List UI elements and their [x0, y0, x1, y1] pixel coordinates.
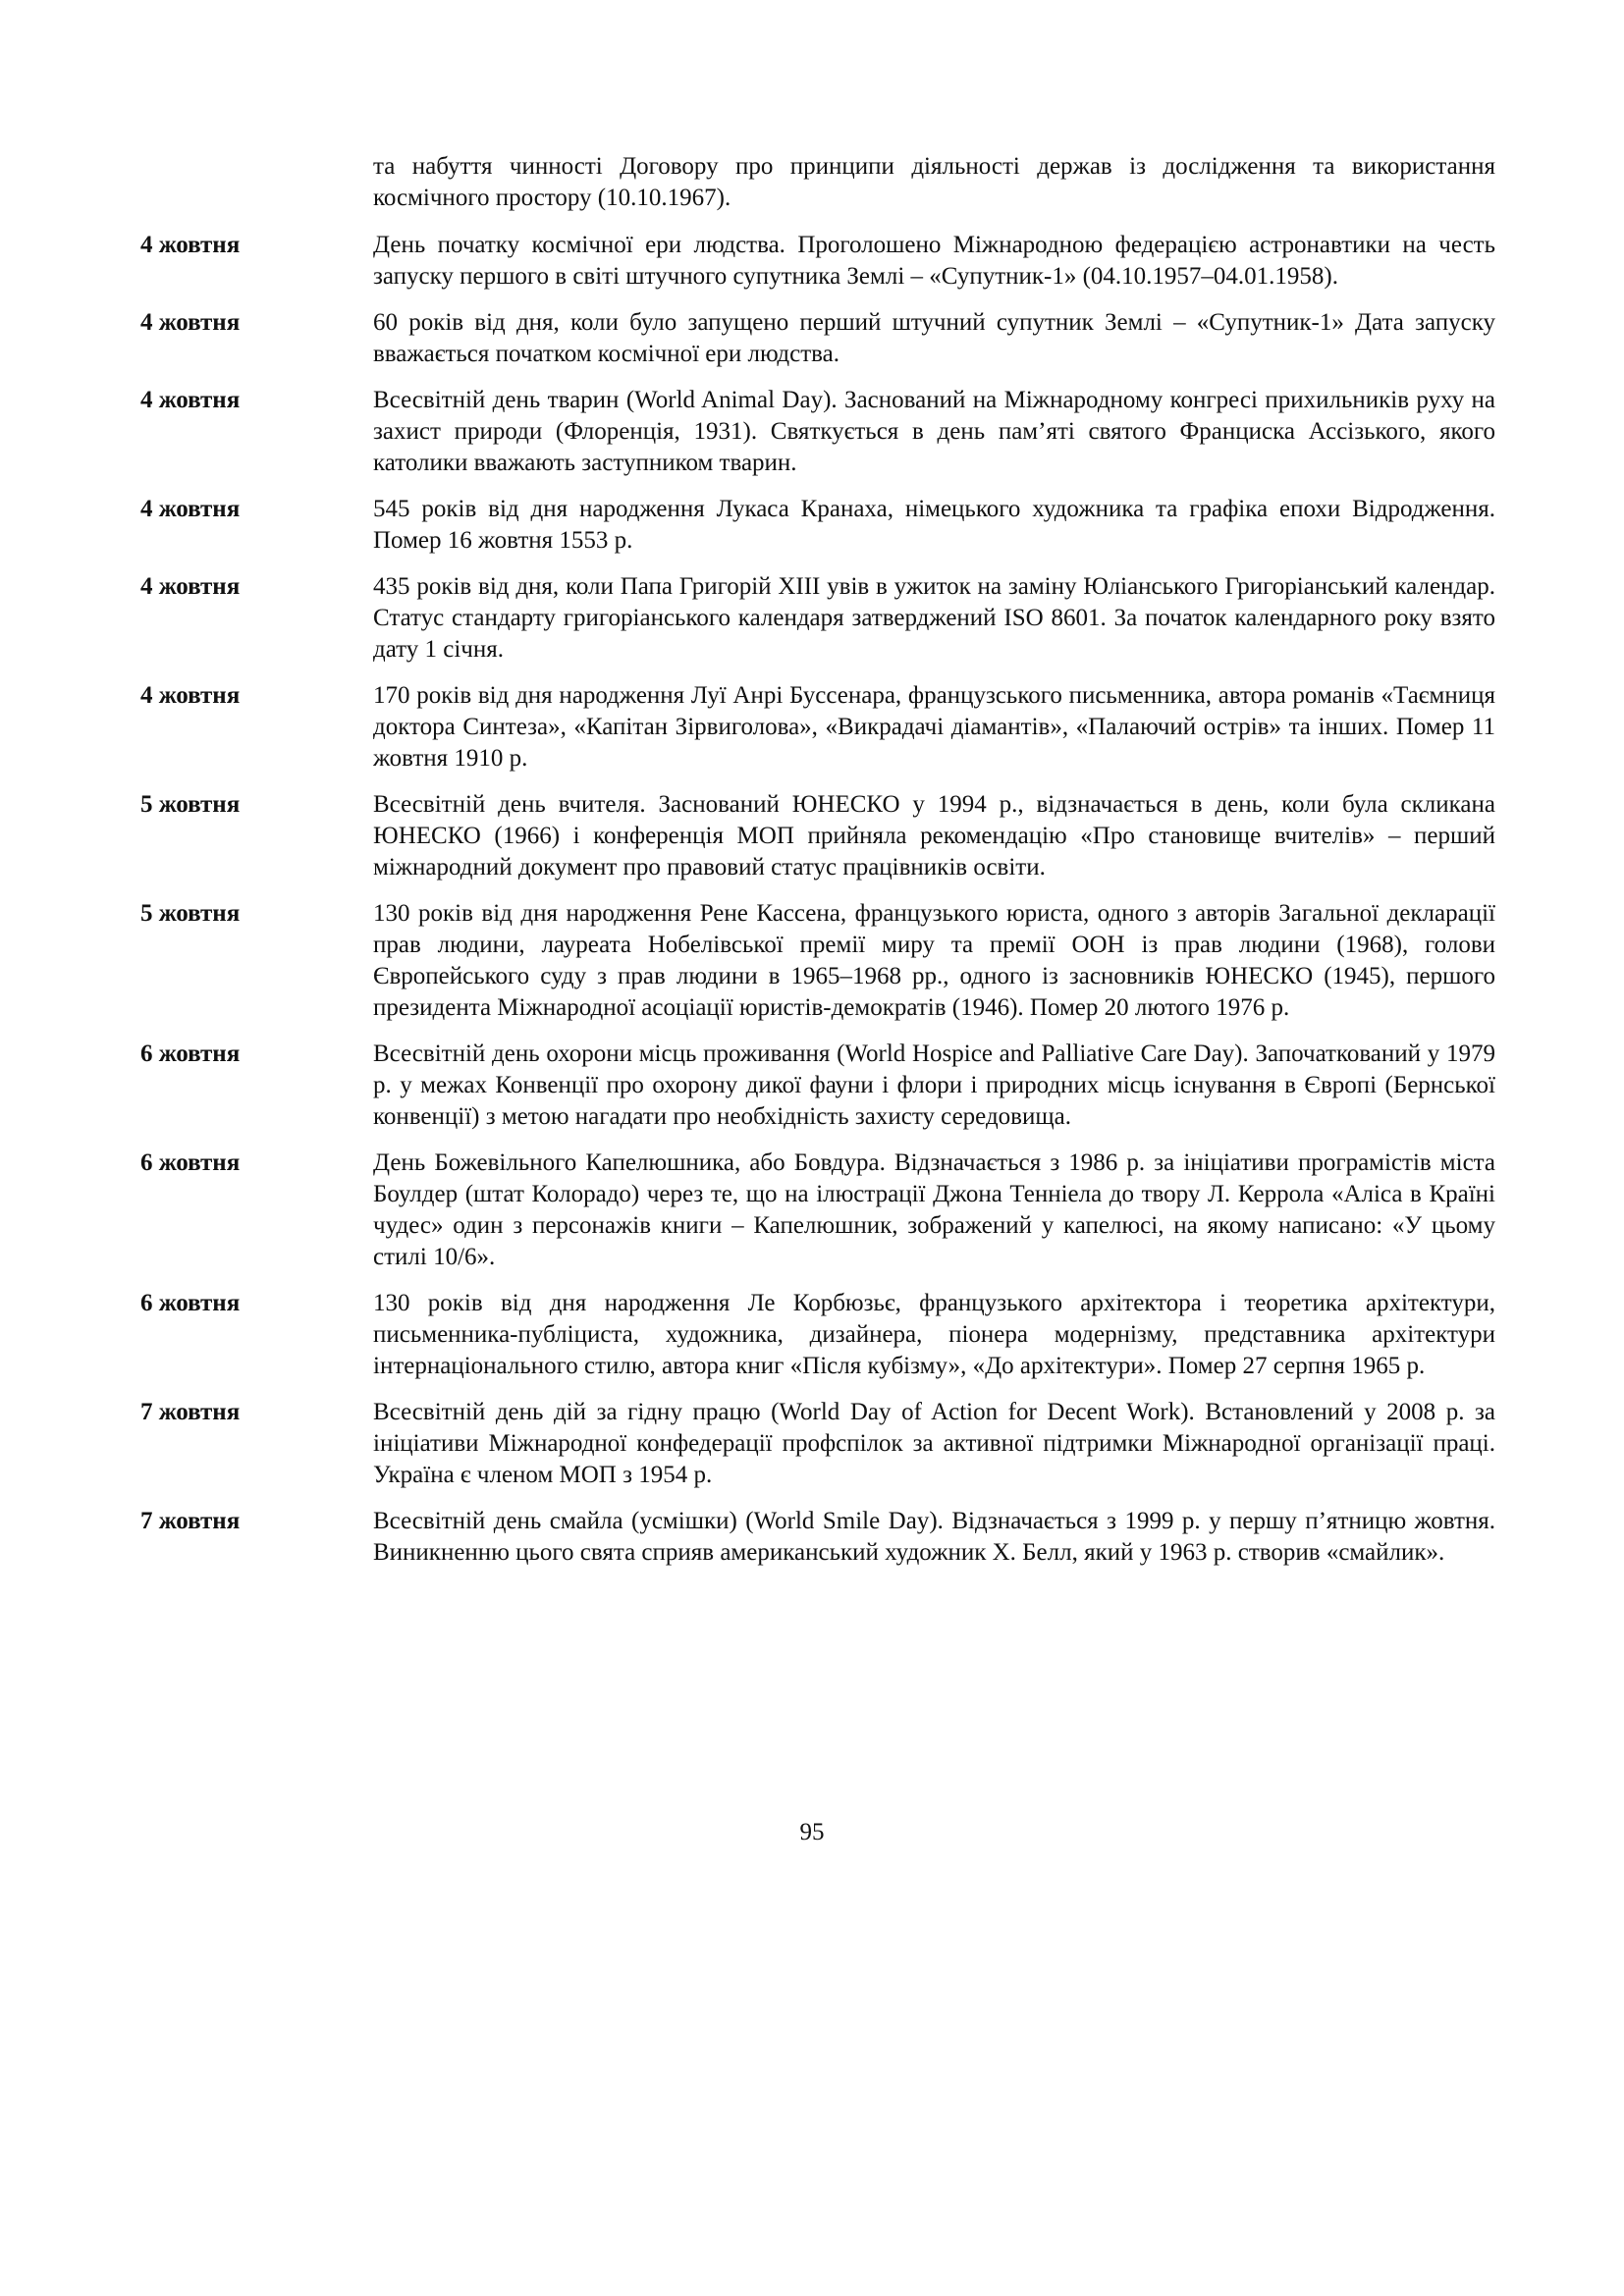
- page-number: 95: [799, 1819, 825, 1845]
- entry-text: Всесвітній день смайла (усмішки) (World Smile Day). Відзначається з 1999 р. у першу п’ятницю жовтня. Виникненню цього свята сприяв американський художник Х. Белл, який у 1963 р. створив «смайлик».: [373, 1508, 1495, 1566]
- continued-paragraph: та набуття чинності Договору про принципи діяльності держав із дослідження та використання космічного простору (10.10.1967).: [373, 153, 1495, 211]
- entry-text: Всесвітній день тварин (World Animal Day). Заснований на Міжнародному конгресі прихильників руху на захист природи (Флоренція, 1931). Святкується в день пам’яті святого Франциска Ассізького, якого католики вважають заступником тварин.: [373, 387, 1495, 476]
- calendar-entry: [140, 571, 1495, 666]
- calendar-entry: [140, 1039, 1495, 1133]
- calendar-entry: [140, 789, 1495, 883]
- entry-text: 170 років від дня народження Луї Анрі Буссенара, французського письменника, автора романів «Таємниця доктора Синтеза», «Капітан Зірвиголова», «Викрадачі діамантів», «Палаючий острів» та інших. Помер 11 жовтня 1910 р.: [373, 682, 1495, 772]
- entry-text: День початку космічної ери людства. Проголошено Міжнародною федерацією астронавтики на честь запуску першого в світі штучного супутника Землі – «Супутник-1» (04.10.1957–04.01.1958).: [373, 232, 1495, 290]
- entry-date: 4 жовтня: [140, 573, 241, 600]
- entry-date: 5 жовтня: [140, 900, 241, 927]
- entry-date: 4 жовтня: [140, 387, 241, 413]
- entry-text: 130 років від дня народження Ле Корбюзьє, французького архітектора і теоретика архітектури, письменника-публіциста, художника, дизайнера, піонера модернізму, представника архітектури інтернаціонального стилю, автора книг «Після кубізму», «До архітектури». Помер 27 серпня 1965 р.: [373, 1290, 1495, 1379]
- entry-text: 60 років від дня, коли було запущено перший штучний супутник Землі – «Супутник-1» Дата запуску вважається початком космічної ери людства.: [373, 309, 1495, 367]
- calendar-content: [140, 151, 1495, 1583]
- calendar-entry: [140, 1506, 1495, 1569]
- entry-text: Всесвітній день дій за гідну працю (World Day of Action for Decent Work). Встановлений у 2008 р. за ініціативи Міжнародної конфедерації профспілок за активної підтримки Міжнародної організації праці. Україна є членом МОП з 1954 р.: [373, 1399, 1495, 1488]
- entry-date: 6 жовтня: [140, 1290, 241, 1316]
- calendar-entry: [140, 1397, 1495, 1491]
- calendar-entry: [140, 1288, 1495, 1382]
- entry-text: Всесвітній день охорони місць проживання (World Hospice and Palliative Care Day). Започаткований у 1979 р. у межах Конвенції про охорону дикої фауни і флори і природних місць існування в Європі (Бернської конвенції) з метою нагадати про необхідність захисту середовища.: [373, 1041, 1495, 1130]
- calendar-entry: [140, 307, 1495, 370]
- entry-text: 545 років від дня народження Лукаса Кранаха, німецького художника та графіка епохи Відродження. Помер 16 жовтня 1553 р.: [373, 496, 1495, 554]
- calendar-entry: [140, 230, 1495, 293]
- calendar-entry: [140, 494, 1495, 557]
- entry-text: 130 років від дня народження Рене Кассена, французького юриста, одного з авторів Загальної декларації прав людини, лауреата Нобелівської премії миру та премії ООН із прав людини (1968), голови Європейського суду з прав людини в 1965–1968 рр., одного із засновників ЮНЕСКО (1945), першого президента Міжнародної асоціації юристів-демократів (1946). Помер 20 лютого 1976 р.: [373, 900, 1495, 1021]
- entry-date: 4 жовтня: [140, 309, 241, 336]
- calendar-entry: [140, 1148, 1495, 1273]
- entry-text: День Божевільного Капелюшника, або Бовдура. Відзначається з 1986 р. за ініціативи програмістів міста Боулдер (штат Колорадо) через те, що на ілюстрації Джона Тенніела до твору Л. Керрола «Аліса в Країні чудес» один з персонажів книги – Капелюшник, зображений у капелюсі, на якому написано: «У цьому стилі 10/6».: [373, 1149, 1495, 1270]
- entry-date: 6 жовтня: [140, 1041, 241, 1067]
- entry-date: 7 жовтня: [140, 1508, 241, 1534]
- calendar-entry: [140, 680, 1495, 774]
- entry-text: 435 років від дня, коли Папа Григорій XIII увів в ужиток на заміну Юліанського Григоріанський календар. Статус стандарту григоріанського календаря затверджений ISO 8601. За початок календарного року взято дату 1 січня.: [373, 573, 1495, 663]
- entry-date: 7 жовтня: [140, 1399, 241, 1425]
- entry-text: Всесвітній день вчителя. Заснований ЮНЕСКО у 1994 р., відзначається в день, коли була скликана ЮНЕСКО (1966) і конференція МОП прийняла рекомендацію «Про становище вчителів» – перший міжнародний документ про правовий статус працівників освіти.: [373, 791, 1495, 881]
- entry-date: 4 жовтня: [140, 496, 241, 522]
- entry-date: 5 жовтня: [140, 791, 241, 818]
- calendar-entry: [140, 898, 1495, 1024]
- calendar-entry: [140, 385, 1495, 479]
- entry-date: 4 жовтня: [140, 682, 241, 709]
- entry-date: 6 жовтня: [140, 1149, 241, 1176]
- entry-date: 4 жовтня: [140, 232, 241, 258]
